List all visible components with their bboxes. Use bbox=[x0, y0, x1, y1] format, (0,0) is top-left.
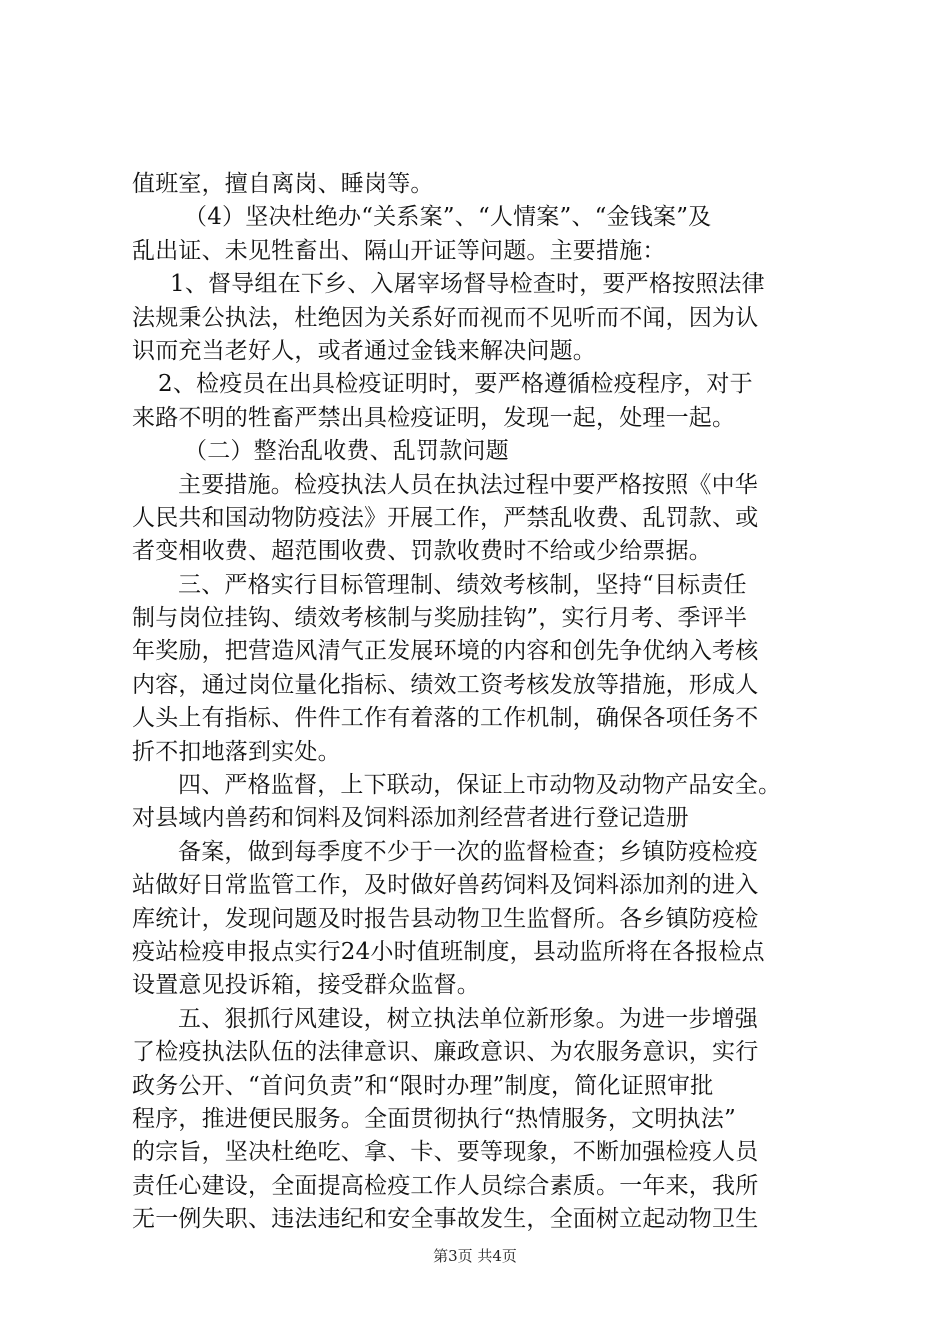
text-line: 四、严格监督，上下联动，保证上市动物及动物产品安全。 bbox=[178, 772, 782, 799]
text-line: （4）坚决杜绝办“关系案”、“人情案”、“金钱案”及 bbox=[184, 204, 712, 231]
text-line: 来路不明的牲畜严禁出具检疫证明，发现一起，处理一起。 bbox=[132, 404, 736, 431]
page-footer: 第3页 共4页 bbox=[433, 1247, 517, 1265]
text-line: 了检疫执法队伍的法律意识、廉政意识、为农服务意识，实行 bbox=[132, 1039, 759, 1066]
text-line: 的宗旨，坚决杜绝吃、拿、卡、要等现象，不断加强检疫人员 bbox=[132, 1139, 759, 1166]
text-line: 1、督导组在下乡、入屠宰场督导检查时，要严格按照法律 bbox=[170, 271, 765, 298]
text-line: 法规秉公执法，杜绝因为关系好而视而不见听而不闻，因为认 bbox=[132, 304, 759, 331]
text-line: 程序，推进便民服务。全面贯彻执行“热情服务，文明执法” bbox=[132, 1105, 736, 1132]
text-line: 乱出证、未见牲畜出、隔山开证等问题。主要措施： bbox=[132, 237, 666, 264]
text-line: 责任心建设，全面提高检疫工作人员综合素质。一年来，我所 bbox=[132, 1172, 759, 1199]
text-line: 识而充当老好人，或者通过金钱来解决问题。 bbox=[132, 337, 596, 364]
document-body bbox=[132, 168, 832, 1237]
text-line: 值班室，擅自离岗、睡岗等。 bbox=[132, 171, 434, 197]
text-line: 站做好日常监管工作，及时做好兽药饲料及饲料添加剂的进入 bbox=[132, 872, 759, 899]
text-line: （二）整治乱收费、乱罚款问题 bbox=[184, 438, 509, 465]
text-line: 内容，通过岗位量化指标、绩效工资考核发放等措施，形成人 bbox=[132, 671, 759, 698]
text-line: 三、严格实行目标管理制、绩效考核制，坚持“目标责任 bbox=[178, 571, 747, 598]
text-line: 备案，做到每季度不少于一次的监督检查；乡镇防疫检疫 bbox=[178, 838, 758, 865]
text-line: 无一例失职、违法违纪和安全事故发生，全面树立起动物卫生 bbox=[132, 1206, 759, 1233]
text-line: 库统计，发现问题及时报告县动物卫生监督所。各乡镇防疫检 bbox=[132, 905, 759, 932]
text-line: 设置意见投诉箱，接受群众监督。 bbox=[132, 972, 480, 999]
text-line: 对县域内兽药和饲料及饲料添加剂经营者进行登记造册 bbox=[132, 805, 689, 832]
text-line: 制与岗位挂钩、绩效考核制与奖励挂钩”，实行月考、季评半 bbox=[132, 605, 748, 632]
text-line: 人头上有指标、件件工作有着落的工作机制，确保各项任务不 bbox=[132, 705, 759, 732]
text-line: 政务公开、“首问负责”和“限时办理”制度，简化证照审批 bbox=[132, 1072, 714, 1099]
text-line: 折不扣地落到实处。 bbox=[132, 738, 341, 765]
text-line: 五、狠抓行风建设，树立执法单位新形象。为进一步增强 bbox=[178, 1005, 758, 1032]
text-line: 疫站检疫申报点实行24小时值班制度，县动监所将在各报检点 bbox=[132, 938, 765, 965]
text-line: 2、检疫员在出具检疫证明时，要严格遵循检疫程序，对于 bbox=[158, 371, 753, 398]
text-line: 主要措施。检疫执法人员在执法过程中要严格按照《中华 bbox=[178, 471, 758, 498]
text-line: 者变相收费、超范围收费、罚款收费时不给或少给票据。 bbox=[132, 538, 712, 565]
text-line: 人民共和国动物防疫法》开展工作，严禁乱收费、乱罚款、或 bbox=[132, 504, 759, 531]
text-line: 年奖励，把营造风清气正发展环境的内容和创先争优纳入考核 bbox=[132, 638, 759, 665]
